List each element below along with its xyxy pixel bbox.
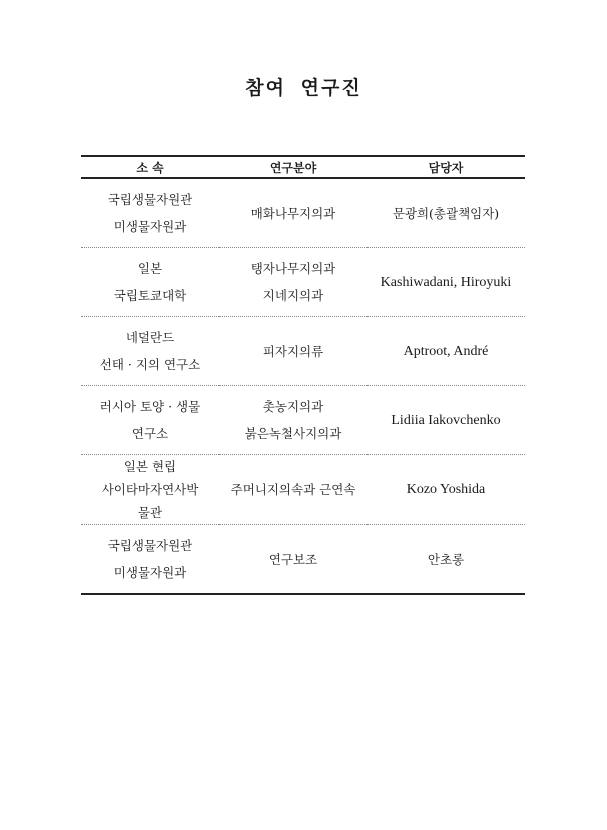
affiliation-line: 러시아 토양 · 생물 — [99, 399, 201, 414]
affiliation-line: 일본 — [137, 261, 163, 276]
field-line: 피자지의류 — [262, 343, 324, 359]
affiliation-line: 국립토쿄대학 — [113, 288, 187, 303]
affiliation-line: 미생물자원과 — [113, 219, 187, 234]
header-research-field: 연구분야 — [219, 156, 367, 178]
affiliation-line: 사이타마자연사박 — [101, 482, 199, 497]
header-person-in-charge: 담당자 — [367, 156, 525, 178]
field-line: 연구보조 — [268, 551, 318, 567]
affiliation-cell — [81, 248, 219, 317]
person-cell: 안초롱 — [367, 525, 525, 595]
field-cell — [219, 455, 367, 525]
field-cell — [219, 248, 367, 317]
table-row — [81, 455, 525, 525]
affiliation-line: 국립생물자원관 — [107, 192, 193, 207]
table-row — [81, 317, 525, 386]
affiliation-line: 미생물자원과 — [113, 565, 187, 580]
page-title: 참여 연구진 — [245, 77, 362, 99]
header-affiliation: 소 속 — [81, 156, 219, 178]
person-cell: Kozo Yoshida — [367, 455, 525, 525]
table-header-row — [81, 156, 525, 178]
affiliation-line: 연구소 — [131, 426, 169, 441]
person-cell: Aptroot, André — [367, 317, 525, 386]
field-line: 지네지의과 — [262, 288, 324, 303]
person-cell: 문광희(총괄책임자) — [367, 178, 525, 248]
person-cell: Lidiia Iakovchenko — [367, 386, 525, 455]
affiliation-cell — [81, 455, 219, 525]
table-row — [81, 525, 525, 595]
table-row — [81, 178, 525, 248]
field-cell — [219, 386, 367, 455]
affiliation-line: 국립생물자원관 — [107, 538, 193, 553]
field-cell — [219, 525, 367, 595]
field-line: 붉은녹철사지의과 — [244, 426, 342, 441]
table-row — [81, 386, 525, 455]
field-line: 주머니지의속과 근연속 — [230, 482, 356, 497]
affiliation-line: 선태 · 지의 연구소 — [99, 357, 201, 372]
affiliation-cell — [81, 525, 219, 595]
field-line: 탱자나무지의과 — [250, 261, 336, 276]
person-cell: Kashiwadani, Hiroyuki — [367, 248, 525, 317]
field-cell — [219, 178, 367, 248]
affiliation-cell — [81, 178, 219, 248]
affiliation-cell — [81, 317, 219, 386]
field-line: 촛농지의과 — [262, 399, 324, 414]
affiliation-line: 일본 현립 — [123, 459, 177, 474]
research-staff-table — [81, 155, 525, 595]
affiliation-line: 네덜란드 — [125, 330, 175, 345]
field-line: 매화나무지의과 — [250, 205, 336, 221]
affiliation-cell — [81, 386, 219, 455]
field-cell — [219, 317, 367, 386]
table-row — [81, 248, 525, 317]
affiliation-line: 물관 — [137, 505, 163, 520]
